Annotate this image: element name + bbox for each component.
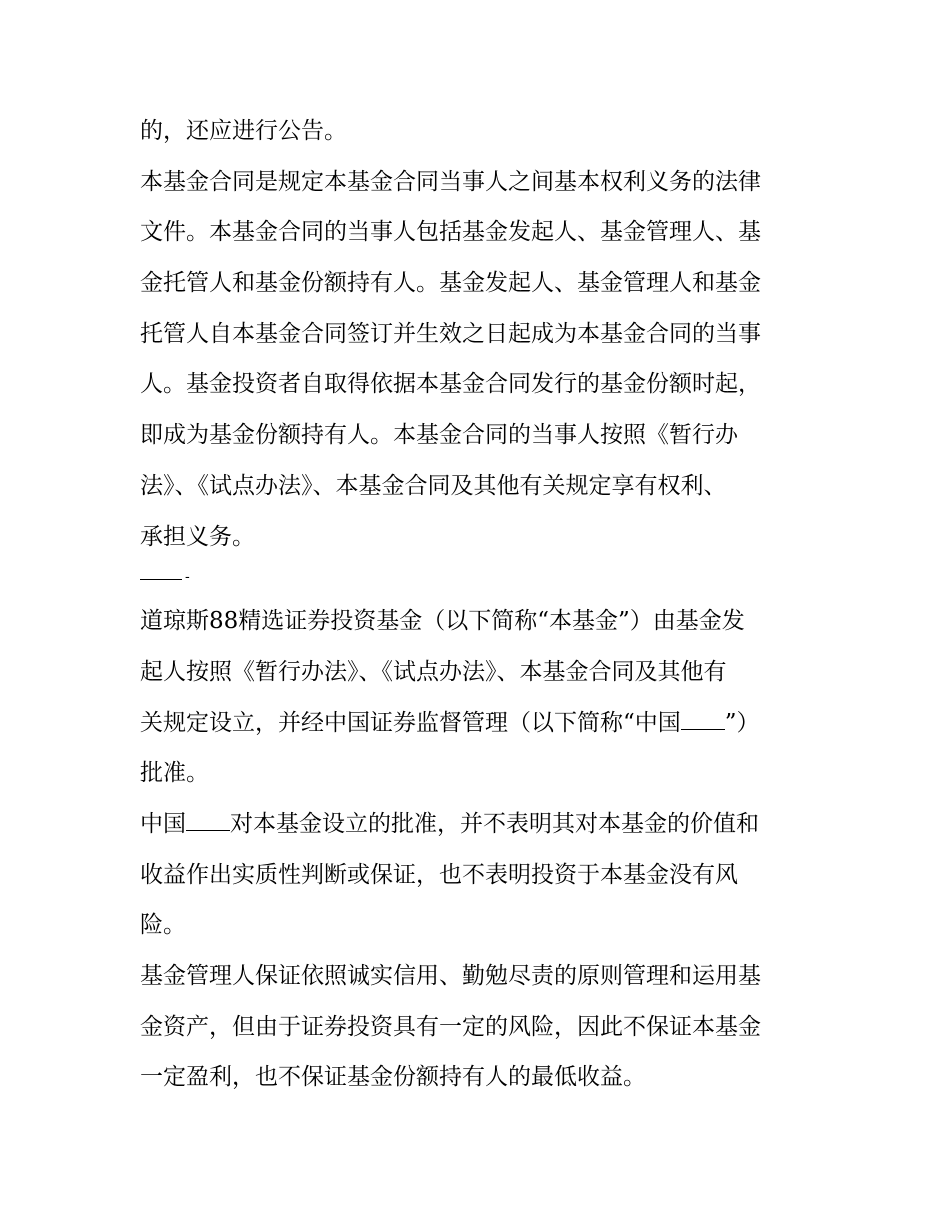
paragraph-line: 收益作出实质性判断或保证，也不表明投资于本基金没有风 [140,861,738,888]
paragraph-line: 的，还应进行公告。 [140,118,347,144]
separator-mark: - [185,569,190,586]
paragraph-line: 承担义务。 [140,523,255,550]
paragraph-line: 文件。本基金合同的当事人包括基金发起人、基金管理人、基 [140,219,761,246]
paragraph-line: 托管人自本基金合同签订并生效之日起成为本基金合同的当事 [140,320,761,347]
paragraph-line [140,698,820,749]
document-body [140,106,820,1103]
paragraph-line: 金资产，但由于证券投资具有一定的风险，因此不保证本基金 [140,1013,761,1040]
paragraph-line: 一定盈利，也不保证基金份额持有人的最低收益。 [140,1064,646,1091]
fill-in-blank [186,808,230,831]
text-after-blank: 对本基金设立的批准，并不表明其对本基金的价值和 [230,810,759,837]
paragraph-line: 即成为基金份额持有人。本基金合同的当事人按照《暂行办 [140,422,738,449]
paragraph-line [140,799,820,850]
blank-rule [140,579,182,580]
paragraph-line: 本基金合同是规定本基金合同当事人之间基本权利义务的法律 [140,168,761,195]
paragraph-line: 道琼斯88精选证券投资基金（以下简称“本基金”）由基金发 [140,608,745,635]
text-after-blank: ”） [724,709,760,736]
paragraph-line: 基金管理人保证依照诚实信用、勤勉尽责的原则管理和运用基 [140,963,761,989]
text-before-blank: 关规定设立，并经中国证券监督管理（以下简称“中国 [140,709,681,736]
paragraph-line: 险。 [140,912,186,939]
text-before-blank: 中国 [140,810,186,837]
paragraph-line: 金托管人和基金份额持有人。基金发起人、基金管理人和基金 [140,270,761,297]
paragraph-line: 法》、《试点办法》、本基金合同及其他有关规定享有权利、 [140,472,727,499]
paragraph-line: 起人按照《暂行办法》、《试点办法》、本基金合同及其他有 [140,658,727,685]
paragraph-line: 人。基金投资者自取得依据本基金合同发行的基金份额时起， [140,371,761,398]
blank-separator [140,562,820,596]
fill-in-blank [681,707,725,730]
paragraph-line: 批准。 [140,760,209,787]
